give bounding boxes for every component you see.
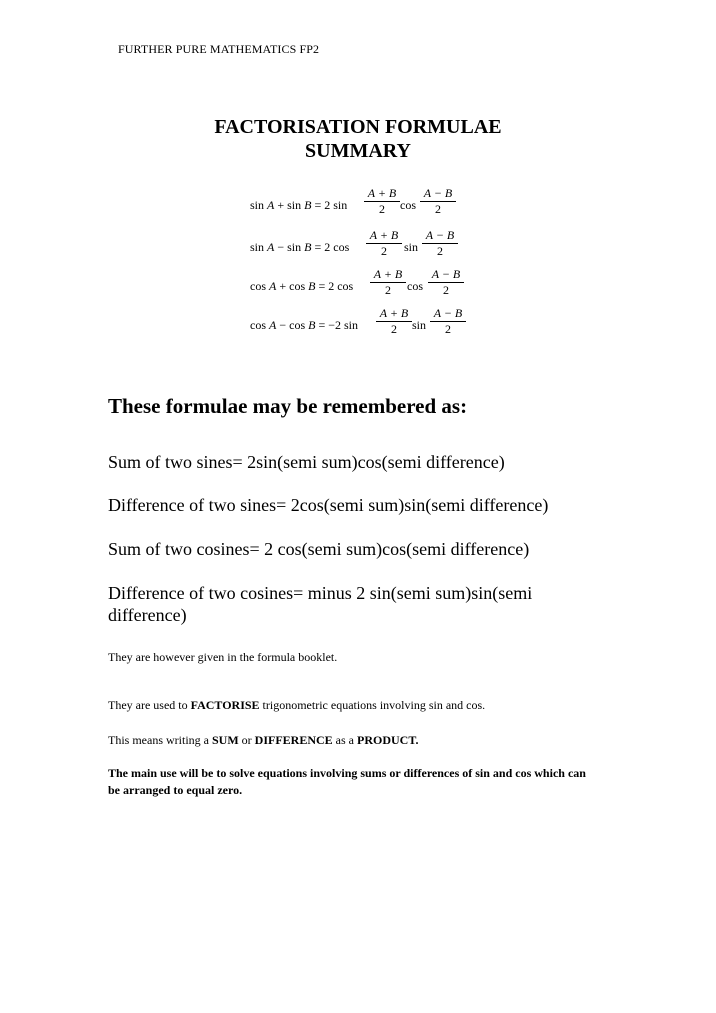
formula-lhs: sin A − sin B = 2 cos [250,240,350,254]
fraction-denominator: 2 [379,202,385,216]
rule-difference-of-cosines: Difference of two cosines= minus 2 sin(semi sum)sin(semi difference) [108,583,533,625]
note-emphasis: SUM [211,733,239,747]
formula-difference-of-sines [250,228,470,264]
formula-lhs: cos A + cos B = 2 cos [250,279,354,293]
fraction-numerator: A + B [369,228,399,242]
formula-sum-of-cosines [250,267,470,303]
note-text: trigonometric equations involving sin and cos. [259,698,486,712]
fraction-denominator: 2 [443,283,449,297]
fraction-numerator: A − B [425,228,455,242]
fraction-denominator: 2 [391,322,397,336]
fraction-semi-sum [376,306,412,342]
note-emphasis: DIFFERENCE [254,733,333,747]
formula-difference-of-cosines [250,306,480,342]
rule-sum-of-cosines: Sum of two cosines= 2 cos(semi sum)cos(semi difference) [108,539,530,559]
fraction-denominator: 2 [437,244,443,258]
fraction-numerator: A − B [423,186,453,200]
note-text: as a [332,733,357,747]
fraction-semi-difference [428,267,464,303]
formula-function: cos [407,279,423,293]
note-used-for [108,697,608,714]
note-booklet: They are however given in the formula booklet. [108,650,338,664]
formula-function: sin [404,240,419,254]
fraction-semi-difference [420,186,456,222]
formula-sum-of-sines [250,186,470,222]
note-text: or [238,733,255,747]
fraction-denominator: 2 [385,283,391,297]
note-text: They are used to [108,698,191,712]
note-emphasis: FACTORISE [190,698,260,712]
rule-difference-of-sines: Difference of two sines= 2cos(semi sum)sin(semi difference) [108,495,549,515]
formula-function: cos [400,198,416,212]
fraction-denominator: 2 [445,322,451,336]
note-emphasis: PRODUCT. [357,733,419,747]
fraction-semi-sum [370,267,406,303]
fraction-semi-sum [366,228,402,264]
running-header: FURTHER PURE MATHEMATICS FP2 [118,42,320,56]
formula-lhs: cos A − cos B = −2 sin [250,318,358,332]
formula-function: sin [412,318,427,332]
note-main-use: The main use will be to solve equations involving sums or differences of sin and cos which can be arranged to equal zero. [108,766,586,797]
section-heading: These formulae may be remembered as: [108,394,468,418]
fraction-numerator: A + B [367,186,397,200]
fraction-semi-difference [430,306,466,342]
fraction-semi-difference [422,228,458,264]
rule-sum-of-sines: Sum of two sines= 2sin(semi sum)cos(semi difference) [108,452,505,472]
page-title: FACTORISATION FORMULAE [214,116,502,138]
formula-lhs: sin A + sin B = 2 sin [250,198,348,212]
fraction-semi-sum [364,186,400,222]
fraction-numerator: A + B [373,267,403,281]
note-meaning [108,732,608,749]
fraction-numerator: A + B [379,306,409,320]
fraction-denominator: 2 [381,244,387,258]
page-subtitle: SUMMARY [305,140,411,162]
fraction-numerator: A − B [431,267,461,281]
fraction-numerator: A − B [433,306,463,320]
note-text: This means writing a [108,733,212,747]
fraction-denominator: 2 [435,202,441,216]
